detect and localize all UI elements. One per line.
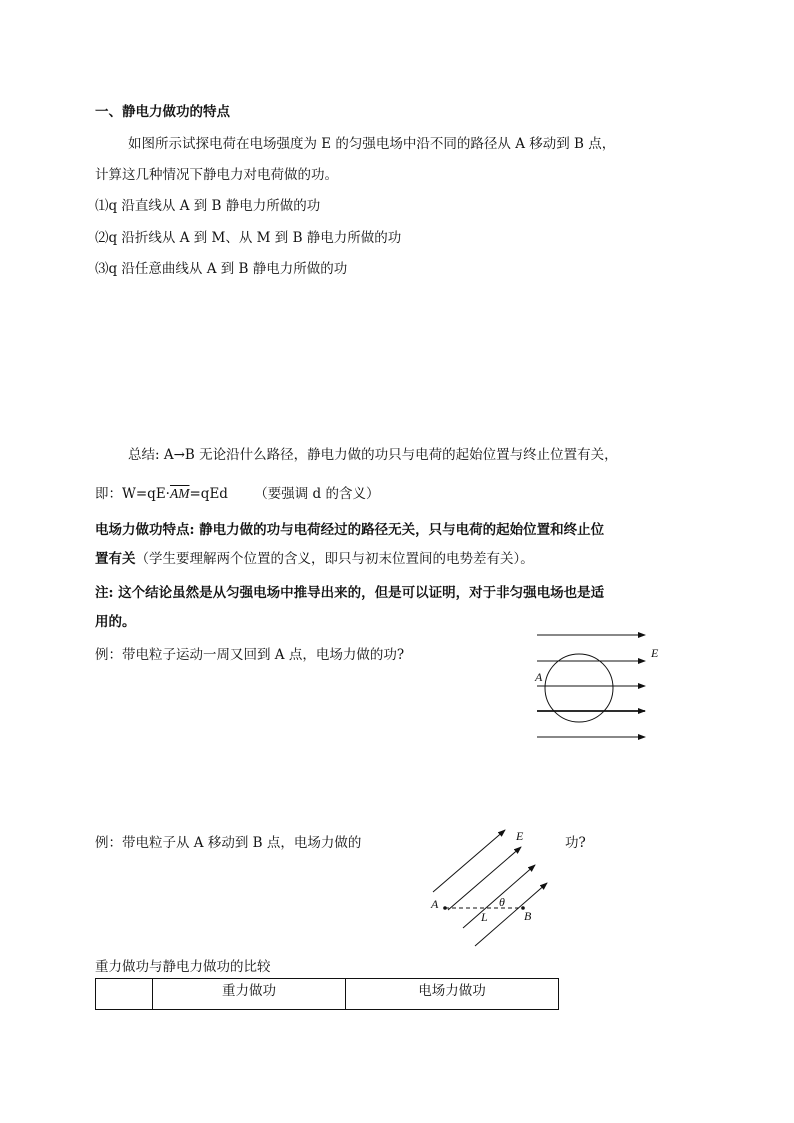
item-1: ⑴q 沿直线从 A 到 B 静电力所做的功 — [95, 198, 321, 214]
section-heading: 一、静电力做功的特点 — [95, 104, 230, 120]
table-header-gravity: 重力做功 — [153, 979, 346, 1010]
example2-text-after: 功? — [565, 835, 586, 851]
formula-prefix: 即：W=qE· — [95, 486, 170, 502]
label-E: E — [651, 646, 659, 660]
feature-line-2-bold: 置有关 — [95, 551, 136, 567]
table-header-row — [96, 979, 559, 1010]
feature-line-2 — [95, 547, 534, 567]
table-header-electric: 电场力做功 — [346, 979, 559, 1010]
example1-text: 例：带电粒子运动一周又回到 A 点，电场力做的功? — [95, 647, 405, 663]
point-A-dot — [443, 906, 447, 910]
item-3: ⑶q 沿任意曲线从 A 到 B 静电力所做的功 — [95, 261, 348, 277]
example2-diagram — [425, 825, 555, 950]
formula-note: （要强调 d 的含义） — [254, 486, 380, 502]
item-2: ⑵q 沿折线从 A 到 M、从 M 到 B 静电力所做的功 — [95, 230, 402, 246]
summary-line: 总结: A→B 无论沿什么路径，静电力做的功只与电荷的起始位置与终止位置有关， — [128, 447, 618, 463]
label-A: A — [535, 670, 543, 684]
label-E: E — [516, 829, 524, 843]
note-line-2: 用的。 — [95, 614, 136, 630]
formula-vector: $\overline{AM}$ — [169, 486, 190, 501]
intro-line-1: 如图所示试探电荷在电场强度为 E 的匀强电场中沿不同的路径从 A 移动到 B 点， — [128, 136, 616, 152]
example2-text-before: 例：带电粒子从 A 移动到 B 点，电场力做的 — [95, 835, 362, 851]
comparison-table — [95, 978, 559, 1010]
formula-suffix: =qEd — [189, 486, 228, 502]
label-A: A — [431, 897, 439, 911]
table-header-blank — [96, 979, 153, 1010]
feature-line-1: 电场力做功特点: 静电力做的功与电荷经过的路径无关，只与电荷的起始位置和终止位 — [95, 522, 605, 538]
diagonal-field-line-2 — [448, 847, 521, 910]
note-line-1: 注: 这个结论虽然是从匀强电场中推导出来的，但是可以证明，对于非匀强电场也是适 — [95, 585, 605, 601]
intro-line-2: 计算这几种情况下静电力对电荷做的功。 — [95, 167, 338, 183]
feature-line-2-rest: （学生要理解两个位置的含义，即只与初末位置间的电势差有关）。 — [135, 551, 534, 567]
comparison-title: 重力做功与静电力做功的比较 — [95, 959, 271, 975]
formula-line — [95, 482, 379, 502]
label-theta: θ — [499, 895, 505, 909]
label-L: L — [481, 910, 488, 924]
example1-diagram — [530, 625, 670, 750]
label-B: B — [524, 909, 532, 923]
diagonal-field-line-1 — [433, 830, 505, 892]
